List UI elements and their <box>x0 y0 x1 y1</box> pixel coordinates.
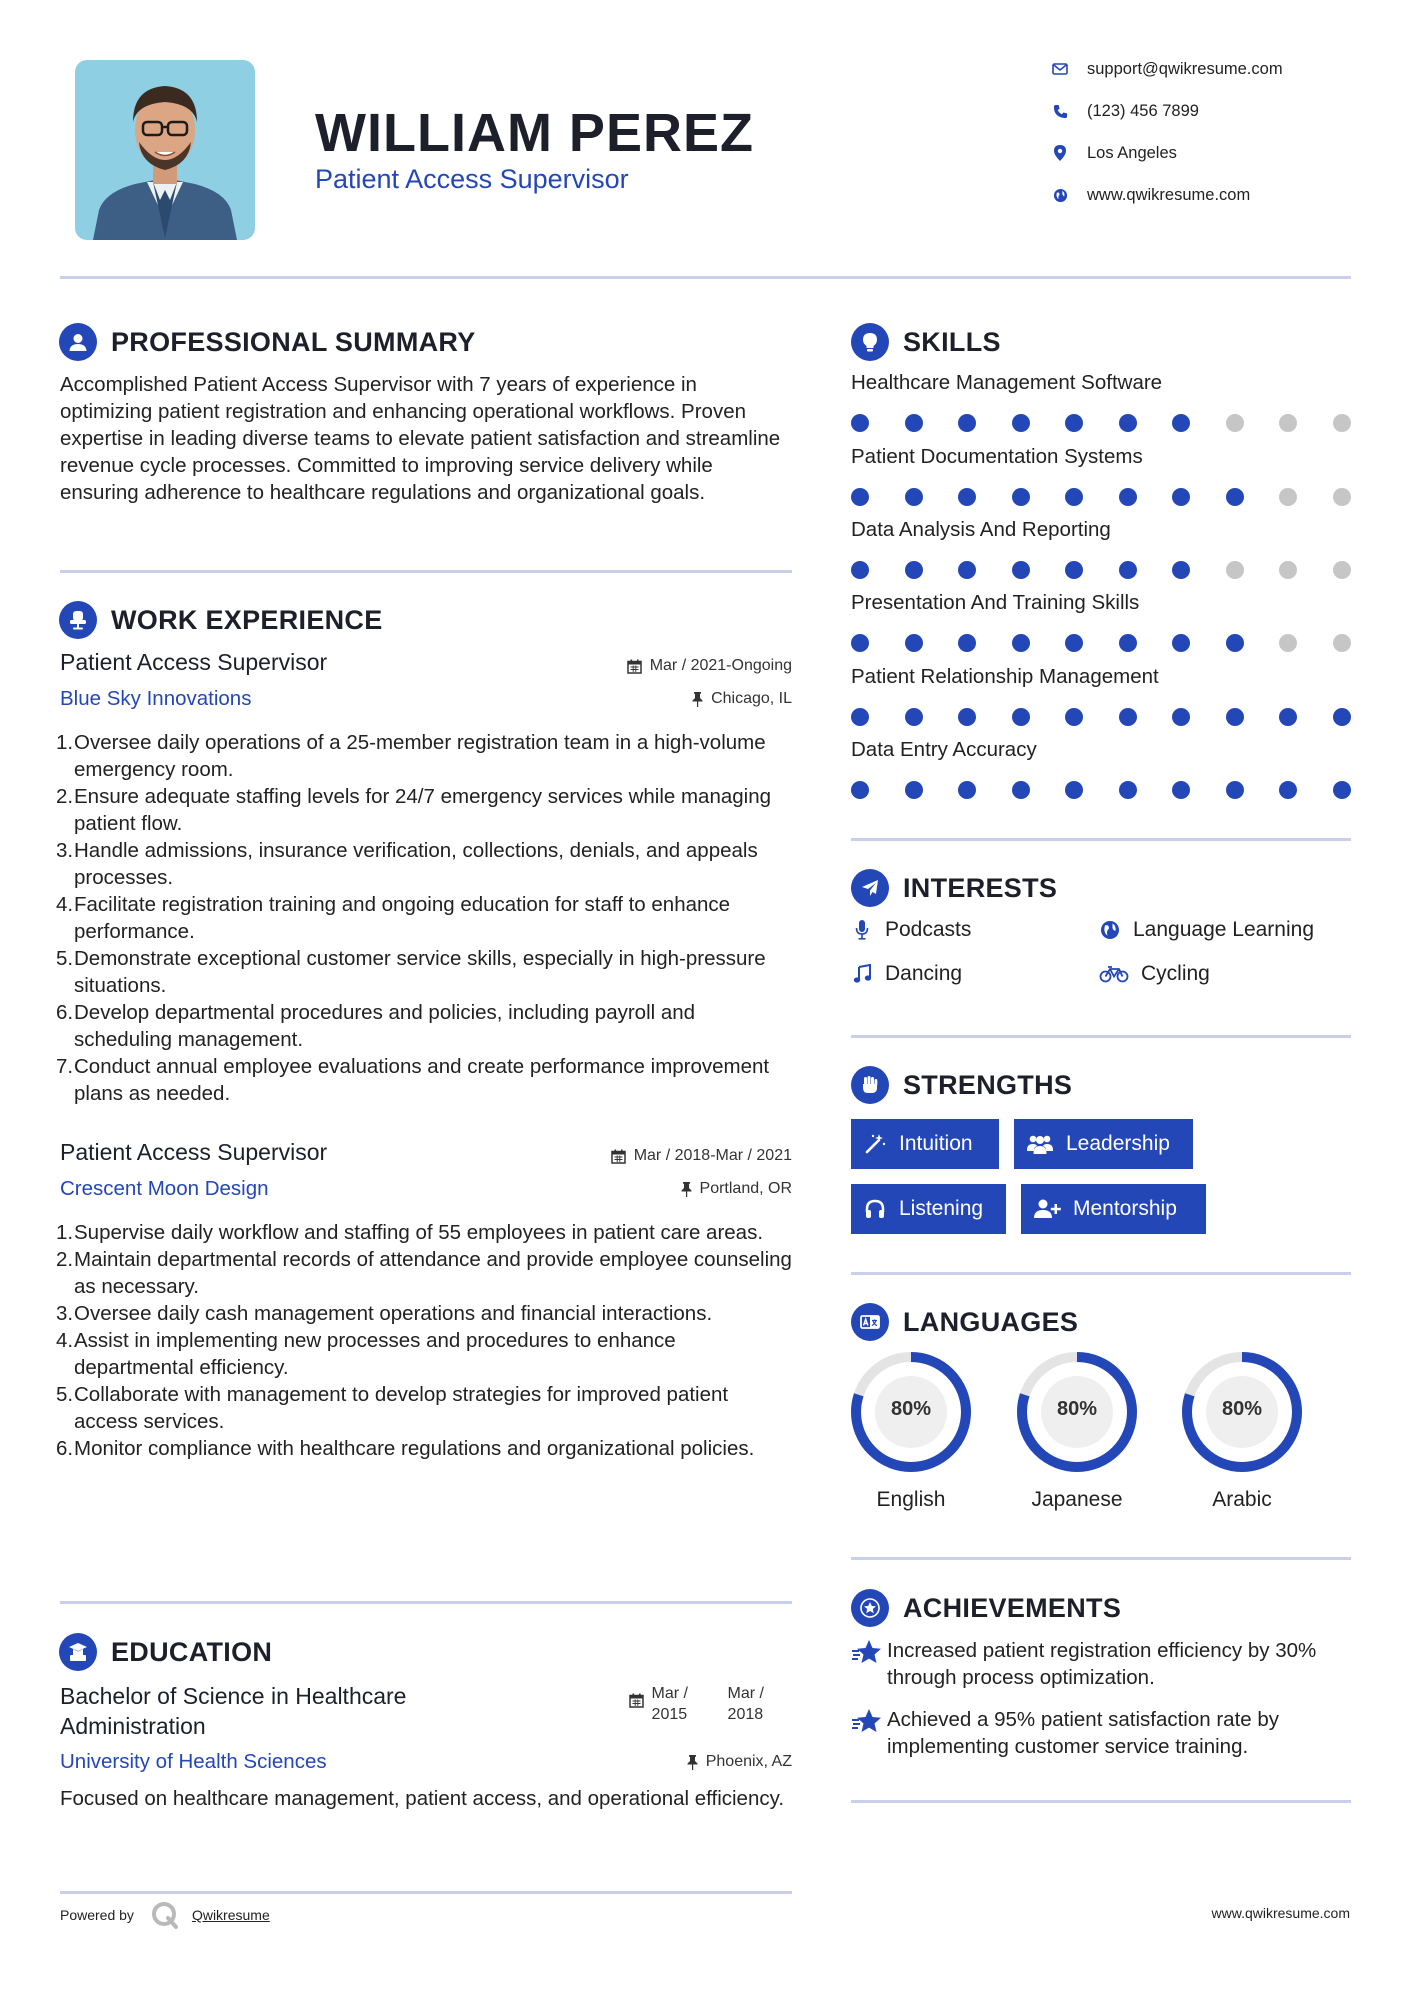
skill-dot-filled <box>905 781 923 799</box>
strength-label: Intuition <box>899 1132 973 1155</box>
job-location <box>692 690 792 708</box>
list-item: 1. Oversee daily operations of a 25-member registration team in a high-volume emergency room. <box>56 731 766 781</box>
contact-location <box>1050 143 1350 163</box>
skill-dot-filled <box>1279 708 1297 726</box>
contact-website[interactable] <box>1050 185 1350 205</box>
education-divider <box>60 1891 792 1894</box>
contact-phone[interactable] <box>1050 101 1350 121</box>
interests-title: INTERESTS <box>903 872 1058 903</box>
achievement-item <box>851 1706 1351 1760</box>
contact-location-text: Los Angeles <box>1087 143 1177 162</box>
skill-dot-filled <box>851 781 869 799</box>
list-item: 4. Facilitate registration training and ongoing education for staff to enhance performance. <box>56 893 731 943</box>
skill-dot-filled <box>1172 708 1190 726</box>
strength-label: Leadership <box>1066 1132 1170 1155</box>
powered-by-label: Powered by <box>60 1907 134 1923</box>
skill-dot-empty <box>1333 634 1351 652</box>
skill-dot-filled <box>958 561 976 579</box>
briefcase-chair-icon <box>59 601 97 639</box>
skill-dot-filled <box>1012 781 1030 799</box>
summary-divider <box>60 570 792 573</box>
skill-dot-filled <box>1012 708 1030 726</box>
skill-dot-filled <box>851 634 869 652</box>
skill-item <box>851 445 1351 469</box>
job-dates-text: Mar / 2021-Ongoing <box>649 657 792 674</box>
candidate-name: WILLIAM PEREZ <box>315 103 754 163</box>
interest-item <box>1099 962 1210 986</box>
skill-dot-filled <box>1065 488 1083 506</box>
language-name: English <box>876 1488 946 1511</box>
skill-dot-empty <box>1279 414 1297 432</box>
skill-name: Data Entry Accuracy <box>851 738 1037 761</box>
skill-dot-filled <box>1119 414 1137 432</box>
calendar-icon <box>627 659 642 674</box>
strengths-divider <box>851 1272 1351 1275</box>
skill-dot-filled <box>1172 488 1190 506</box>
strength-tag <box>851 1119 999 1169</box>
language-percent: 80% <box>1221 1398 1263 1420</box>
list-item: 1. Supervise daily workflow and staffing of 55 employees in patient care areas. <box>56 1221 764 1244</box>
languages-divider <box>851 1557 1351 1560</box>
contact-email[interactable] <box>1050 59 1350 79</box>
education-description: Focused on healthcare management, patient access, and operational efficiency. <box>60 1787 785 1810</box>
skill-dot-filled <box>851 414 869 432</box>
skill-name: Patient Documentation Systems <box>851 445 1143 468</box>
users-icon <box>1026 1132 1054 1156</box>
music-note-icon <box>851 963 873 985</box>
language-item <box>1180 1350 1304 1512</box>
job-company: Crescent Moon Design <box>60 1177 269 1200</box>
qwikresume-logo-icon <box>150 1900 180 1930</box>
job-dates <box>627 657 792 675</box>
skill-dot-filled <box>1226 488 1244 506</box>
skill-dot-filled <box>1065 781 1083 799</box>
education-title: EDUCATION <box>111 1636 273 1667</box>
education-end-date: Mar / 2018 <box>727 1685 764 1723</box>
skill-dot-filled <box>1119 781 1137 799</box>
interest-label: Language Learning <box>1133 918 1315 941</box>
skill-dot-empty <box>1226 561 1244 579</box>
skill-dot-filled <box>1065 708 1083 726</box>
skill-dot-filled <box>1119 488 1137 506</box>
skill-dot-filled <box>905 488 923 506</box>
strength-label: Listening <box>899 1197 984 1220</box>
qwikresume-link[interactable]: Qwikresume <box>191 1907 270 1923</box>
skill-dot-filled <box>1333 708 1351 726</box>
language-percent: 80% <box>890 1398 932 1420</box>
job-location <box>681 1180 792 1198</box>
job-entry-2 <box>56 1139 792 1462</box>
skill-dot-empty <box>1333 414 1351 432</box>
magic-wand-icon <box>863 1132 887 1156</box>
phone-icon <box>1050 101 1070 121</box>
education-location-text: Phoenix, AZ <box>705 1753 792 1770</box>
achievements-divider <box>851 1800 1351 1803</box>
fist-icon <box>851 1066 889 1104</box>
skill-dot-filled <box>1012 561 1030 579</box>
contact-phone-text: (123) 456 7899 <box>1087 101 1199 120</box>
interests-divider <box>851 1035 1351 1038</box>
pushpin-icon <box>687 1755 698 1770</box>
language-percent: 80% <box>1056 1398 1098 1420</box>
skill-item <box>851 665 1351 689</box>
job-location-text: Portland, OR <box>699 1180 792 1197</box>
skill-dot-filled <box>1226 708 1244 726</box>
language-item <box>1015 1350 1139 1512</box>
skill-dot-filled <box>1172 634 1190 652</box>
map-pin-icon <box>1050 143 1070 163</box>
skill-dot-empty <box>1333 561 1351 579</box>
achievement-text: Achieved a 95% patient satisfaction rate by implementing customer service training. <box>887 1708 1280 1758</box>
skill-rating <box>851 781 1351 799</box>
skill-name: Presentation And Training Skills <box>851 591 1140 614</box>
globe-icon <box>1099 919 1121 941</box>
list-item: 3. Oversee daily cash management operations and financial interactions. <box>56 1302 713 1325</box>
interests-heading <box>851 869 1057 907</box>
strength-tag <box>1014 1119 1193 1169</box>
skill-dot-filled <box>958 708 976 726</box>
star-icon <box>851 1708 887 1760</box>
pushpin-icon <box>692 692 703 707</box>
skill-dot-empty <box>1279 488 1297 506</box>
skills-divider <box>851 838 1351 841</box>
globe-icon <box>1050 185 1070 205</box>
list-item: 4. Assist in implementing new processes and procedures to enhance departmental efficiency. <box>56 1329 676 1379</box>
skill-dot-filled <box>1065 634 1083 652</box>
job-entry-1 <box>56 649 792 1107</box>
skill-dot-filled <box>905 708 923 726</box>
list-item: 5. Collaborate with management to develop strategies for improved patient access services. <box>56 1383 729 1433</box>
skill-dot-empty <box>1279 561 1297 579</box>
skill-rating <box>851 634 1351 652</box>
skill-dot-filled <box>1172 781 1190 799</box>
interest-item <box>851 918 971 942</box>
skill-dot-filled <box>1012 488 1030 506</box>
calendar-icon <box>629 1693 644 1708</box>
education-entry <box>60 1681 792 1812</box>
interest-label: Cycling <box>1141 962 1210 985</box>
skill-dot-filled <box>1012 634 1030 652</box>
skill-dot-filled <box>958 781 976 799</box>
skill-dot-filled <box>958 488 976 506</box>
skill-rating <box>851 488 1351 506</box>
skill-dot-empty <box>1226 414 1244 432</box>
skill-dot-empty <box>1333 488 1351 506</box>
skill-dot-filled <box>1119 634 1137 652</box>
profile-photo <box>75 60 255 240</box>
strengths-title: STRENGTHS <box>903 1069 1073 1100</box>
lightbulb-icon <box>851 323 889 361</box>
language-name: Arabic <box>1212 1488 1272 1511</box>
education-dates <box>629 1683 764 1725</box>
calendar-icon <box>611 1149 626 1164</box>
list-item: 5. Demonstrate exceptional customer service skills, especially in high-pressure situations. <box>56 947 766 997</box>
skill-dot-empty <box>1279 634 1297 652</box>
skill-dot-filled <box>1172 414 1190 432</box>
skill-dot-filled <box>1172 561 1190 579</box>
job-bullets <box>56 1219 792 1462</box>
achievement-item <box>851 1637 1351 1691</box>
list-item: 3. Handle admissions, insurance verification, collections, denials, and appeals processes. <box>56 839 758 889</box>
candidate-title: Patient Access Supervisor <box>315 164 629 194</box>
list-item: 6. Monitor compliance with healthcare regulations and organizational policies. <box>56 1437 755 1460</box>
education-school: University of Health Sciences <box>60 1750 327 1773</box>
footer-website[interactable]: www.qwikresume.com <box>1211 1905 1350 1921</box>
skill-item <box>851 371 1351 395</box>
work-divider <box>60 1601 792 1604</box>
skill-dot-filled <box>1065 561 1083 579</box>
pushpin-icon <box>681 1182 692 1197</box>
microphone-icon <box>851 919 873 941</box>
job-role: Patient Access Supervisor <box>60 649 328 675</box>
job-dates <box>611 1147 792 1165</box>
skill-rating <box>851 414 1351 432</box>
skill-dot-filled <box>851 708 869 726</box>
contact-website-text: www.qwikresume.com <box>1087 185 1251 204</box>
strength-tag <box>851 1184 1006 1234</box>
job-company: Blue Sky Innovations <box>60 687 252 710</box>
skill-name: Patient Relationship Management <box>851 665 1159 688</box>
paper-plane-icon <box>851 869 889 907</box>
skill-dot-filled <box>958 414 976 432</box>
skill-dot-filled <box>905 634 923 652</box>
job-role: Patient Access Supervisor <box>60 1139 328 1165</box>
interest-label: Dancing <box>885 962 963 985</box>
header-divider <box>60 276 1351 279</box>
list-item: 2. Maintain departmental records of attendance and provide employee counseling as necessary. <box>56 1248 792 1298</box>
work-heading <box>59 601 383 639</box>
skills-title: SKILLS <box>903 326 1001 357</box>
achievements-heading <box>851 1589 1121 1627</box>
list-item: 7. Conduct annual employee evaluations and create performance improvement plans as needed. <box>56 1055 770 1105</box>
skill-dot-filled <box>851 561 869 579</box>
contact-email-text: support@qwikresume.com <box>1087 59 1283 78</box>
job-location-text: Chicago, IL <box>711 690 792 707</box>
job-bullets <box>56 729 792 1107</box>
languages-heading <box>851 1303 1078 1341</box>
education-degree: Bachelor of Science in Healthcare Administration <box>60 1683 407 1739</box>
skill-item <box>851 738 1351 762</box>
summary-text: Accomplished Patient Access Supervisor with 7 years of experience in optimizing patient registration and enhancing operational workflows. Proven expertise in leading diverse teams to elevate patient satisfaction and streamline revenue cycle processes. Committed to improving service delivery while ensuring adherence to healthcare regulations and organizational goals. <box>60 373 781 504</box>
skill-dot-filled <box>1333 781 1351 799</box>
achievement-text: Increased patient registration efficiency by 30% through process optimization. <box>887 1639 1317 1689</box>
user-icon <box>59 323 97 361</box>
user-plus-icon <box>1033 1197 1061 1221</box>
skill-dot-filled <box>958 634 976 652</box>
education-heading <box>59 1633 272 1671</box>
skill-dot-filled <box>1012 414 1030 432</box>
skill-dot-filled <box>1226 781 1244 799</box>
skill-dot-filled <box>1226 634 1244 652</box>
bicycle-icon <box>1099 963 1129 985</box>
skill-dot-filled <box>905 561 923 579</box>
summary-heading <box>59 323 476 361</box>
work-title: WORK EXPERIENCE <box>111 604 383 635</box>
graduation-icon <box>59 1633 97 1671</box>
interest-item <box>1099 918 1314 942</box>
list-item: 2. Ensure adequate staffing levels for 24/7 emergency services while managing patient flow. <box>56 785 772 835</box>
education-location <box>687 1753 792 1771</box>
summary-title: PROFESSIONAL SUMMARY <box>111 326 476 357</box>
language-icon <box>851 1303 889 1341</box>
strength-tag <box>1021 1184 1206 1234</box>
achievements-title: ACHIEVEMENTS <box>903 1592 1122 1623</box>
strength-label: Mentorship <box>1073 1197 1177 1220</box>
skill-dot-filled <box>905 414 923 432</box>
list-item: 6. Develop departmental procedures and policies, including payroll and scheduling management. <box>56 1001 696 1051</box>
job-dates-text: Mar / 2018-Mar / 2021 <box>633 1147 792 1164</box>
star-badge-icon <box>851 1589 889 1627</box>
headphones-icon <box>863 1197 887 1221</box>
skill-rating <box>851 708 1351 726</box>
skills-heading <box>851 323 1001 361</box>
skill-dot-filled <box>1119 708 1137 726</box>
education-start-date: Mar / 2015 <box>651 1685 688 1723</box>
skill-name: Healthcare Management Software <box>851 371 1163 394</box>
strengths-heading <box>851 1066 1072 1104</box>
skill-item <box>851 518 1351 542</box>
skill-dot-filled <box>851 488 869 506</box>
skill-item <box>851 591 1351 615</box>
skill-rating <box>851 561 1351 579</box>
skill-dot-filled <box>1279 781 1297 799</box>
language-name: Japanese <box>1031 1488 1123 1511</box>
skill-name: Data Analysis And Reporting <box>851 518 1111 541</box>
interest-item <box>851 962 962 986</box>
footer-powered-by <box>60 1900 270 1930</box>
envelope-icon <box>1050 59 1070 79</box>
language-item <box>849 1350 973 1512</box>
skill-dot-filled <box>1065 414 1083 432</box>
skill-dot-filled <box>1119 561 1137 579</box>
interest-label: Podcasts <box>885 918 972 941</box>
languages-title: LANGUAGES <box>903 1306 1079 1337</box>
star-icon <box>851 1639 887 1691</box>
